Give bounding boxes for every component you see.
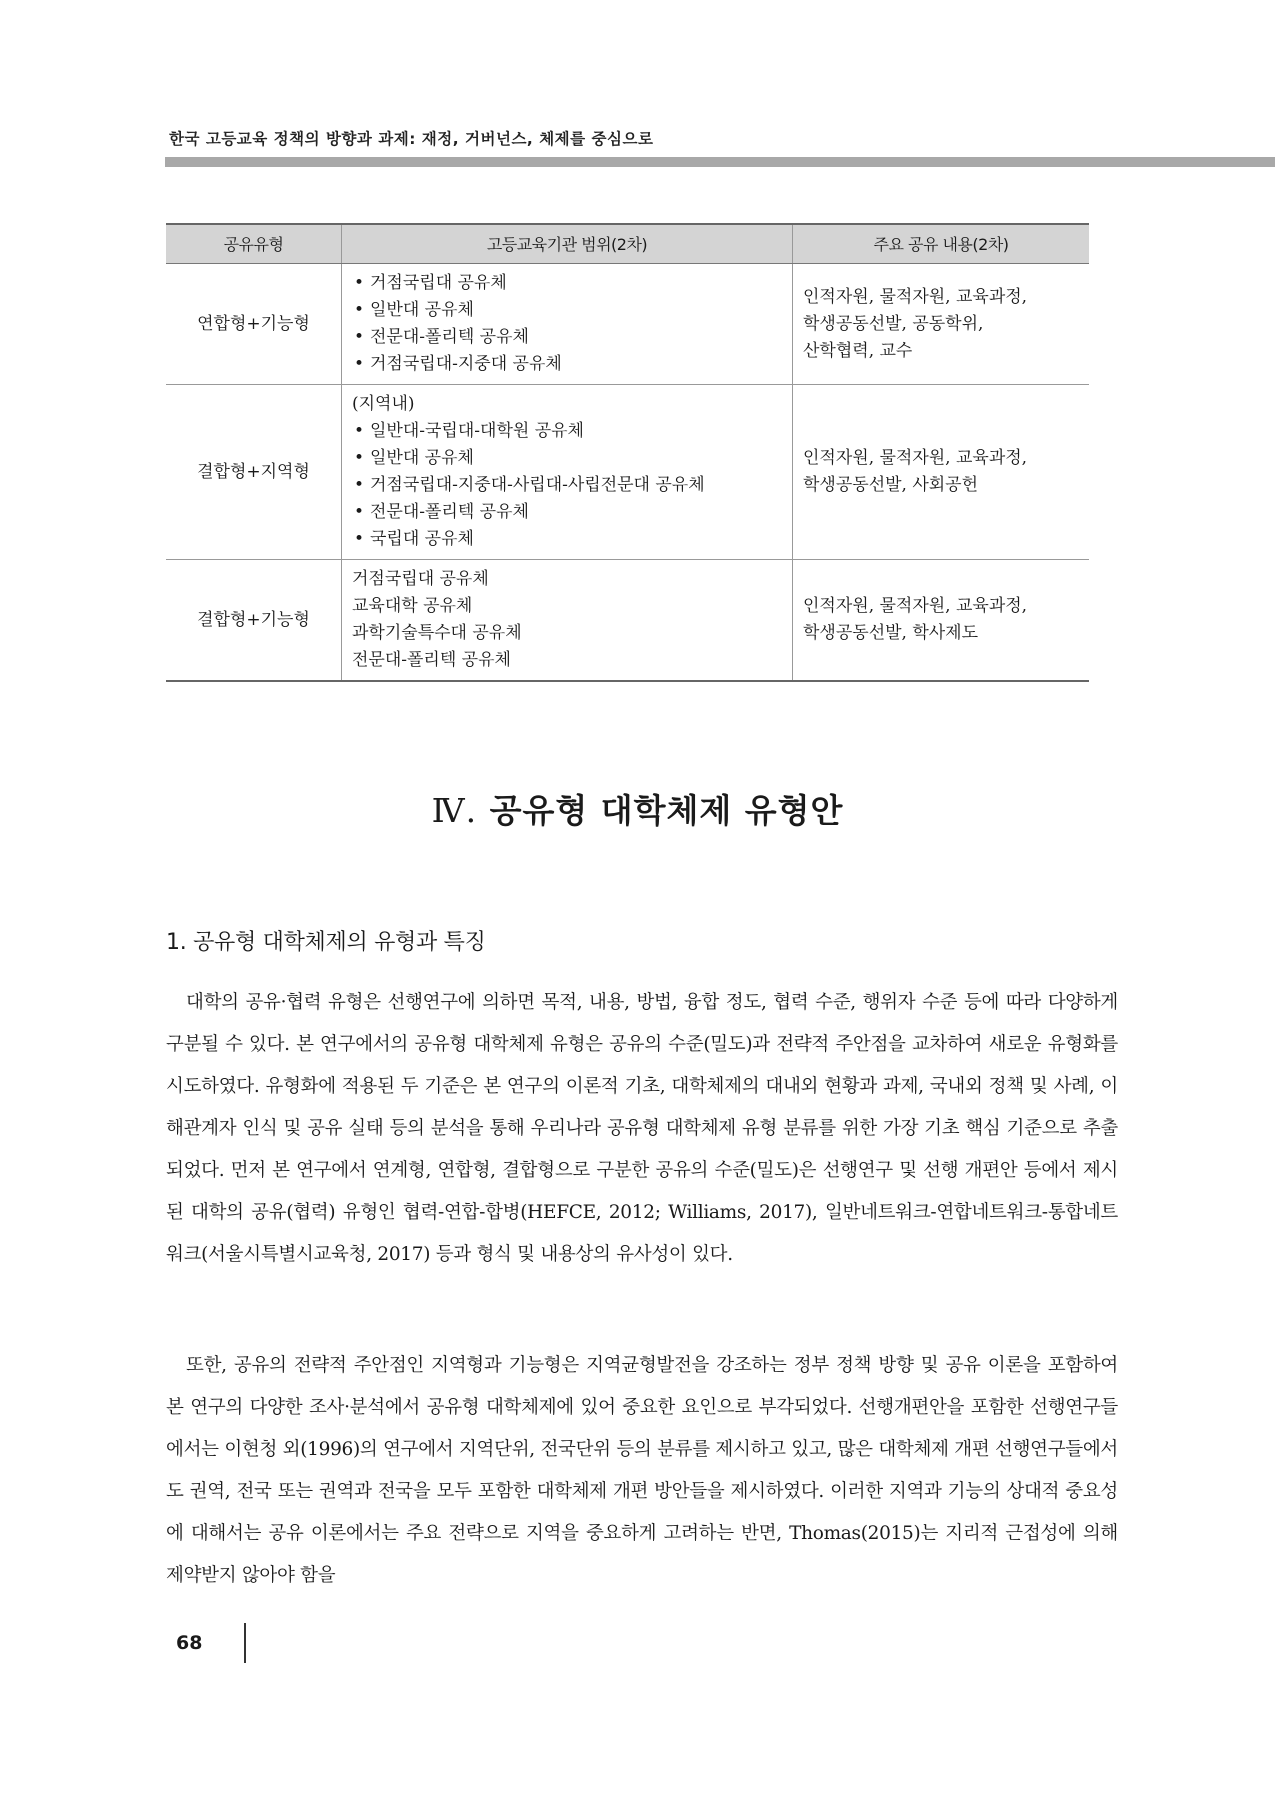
- header-rule: [165, 157, 1275, 167]
- table-header-row: [166, 224, 1089, 264]
- list-item: • 거점국립대 공유체: [352, 270, 782, 297]
- scope-list: [352, 270, 782, 378]
- table-row: [166, 560, 1089, 682]
- content-line: 인적자원, 물적자원, 교육과정,: [803, 286, 1028, 307]
- body-paragraph: 대학의 공유·협력 유형은 선행연구에 의하면 목적, 내용, 방법, 융합 정도, 협력 수준, 행위자 수준 등에 따라 다양하게 구분될 수 있다. 본 연구에서의 공유형 대학체제 유형은 공유의 수준(밀도)과 전략적 주안점을 교차하여 새로운 유형화를 시도하였다. 유형화에 적용된 두 기준은 본 연구의 이론적 기초, 대학체제의 대내외 현황과 과제, 국내외 정책 및 사례, 이해관계자 인식 및 공유 실태 등의 분석을 통해 우리나라 공유형 대학체제 유형 분류를 위한 가장 기초 핵심 기준으로 추출되었다. 먼저 본 연구에서 연계형, 연합형, 결합형으로 구분한 공유의 수준(밀도)은 선행연구 및 선행 개편안 등에서 제시된 대학의 공유(협력) 유형인 협력-연합-합병(HEFCE, 2012; Williams, 2017), 일반네트워크-연합네트워크-통합네트워크(서울시특별시교육청, 2017) 등과 형식 및 내용상의 유사성이 있다.: [166, 992, 1118, 1265]
- scope-item: 교육대학 공유체: [352, 596, 473, 616]
- column-header-type: 공유유형: [166, 224, 342, 264]
- content-line: 산학협력, 교수: [803, 340, 913, 361]
- content-line: 학생공동선발, 공동학위,: [803, 313, 984, 334]
- running-header: 한국 고등교육 정책의 방향과 과제: 재정, 거버넌스, 체제를 중심으로: [169, 130, 654, 148]
- list-item: • 일반대 공유체: [352, 297, 782, 324]
- row-content: [793, 264, 1090, 385]
- scope-item: 전문대-폴리텍 공유체: [352, 650, 511, 670]
- list-item: • 국립대 공유체: [352, 526, 782, 553]
- sharing-type-table: [166, 223, 1089, 682]
- scope-prefix: (지역내): [352, 394, 415, 414]
- subsection-title: 1. 공유형 대학체제의 유형과 특징: [166, 930, 486, 955]
- list-item: • 거점국립대-지중대 공유체: [352, 351, 782, 378]
- list-item: • 일반대-국립대-대학원 공유체: [352, 418, 782, 445]
- section-number: Ⅳ.: [431, 791, 478, 830]
- scope-list: [352, 418, 782, 553]
- row-type: 결합형+지역형: [166, 385, 342, 560]
- list-item: • 일반대 공유체: [352, 445, 782, 472]
- content-line: 인적자원, 물적자원, 교육과정,: [803, 448, 1028, 468]
- row-content: [793, 385, 1090, 560]
- section-title: [0, 785, 1275, 832]
- row-type: 결합형+기능형: [166, 560, 342, 682]
- content-line: 인적자원, 물적자원, 교육과정,: [803, 596, 1028, 616]
- row-scope: [342, 264, 793, 385]
- page-number-divider: [244, 1623, 246, 1663]
- row-scope: [342, 385, 793, 560]
- column-header-content: 주요 공유 내용(2차): [793, 224, 1090, 264]
- scope-item: 거점국립대 공유체: [352, 569, 489, 589]
- body-paragraph: 또한, 공유의 전략적 주안점인 지역형과 기능형은 지역균형발전을 강조하는 정부 정책 방향 및 공유 이론을 포함하여 본 연구의 다양한 조사·분석에서 공유형 대학체제에 있어 중요한 요인으로 부각되었다. 선행개편안을 포함한 선행연구들에서는 이현청 외(1996)의 연구에서 지역단위, 전국단위 등의 분류를 제시하고 있고, 많은 대학체제 개편 선행연구들에서도 권역, 전국 또는 권역과 전국을 모두 포함한 대학체제 개편 방안들을 제시하였다. 이러한 지역과 기능의 상대적 중요성에 대해서는 공유 이론에서는 주요 전략으로 지역을 중요하게 고려하는 반면, Thomas(2015)는 지리적 근접성에 의해 제약받지 않아야 함을: [166, 1355, 1118, 1586]
- list-item: • 전문대-폴리텍 공유체: [352, 324, 782, 351]
- content-line: 학생공동선발, 사회공헌: [803, 475, 979, 495]
- row-scope: [342, 560, 793, 682]
- list-item: • 거점국립대-지중대-사립대-사립전문대 공유체: [352, 472, 782, 499]
- table-row: [166, 264, 1089, 385]
- row-content: [793, 560, 1090, 682]
- row-type: 연합형+기능형: [166, 264, 342, 385]
- section-title-text: 공유형 대학체제 유형안: [489, 791, 844, 830]
- table-row: [166, 385, 1089, 560]
- content-line: 학생공동선발, 학사제도: [803, 623, 979, 643]
- column-header-scope: 고등교육기관 범위(2차): [342, 224, 793, 264]
- page-number: 68: [176, 1632, 203, 1654]
- list-item: • 전문대-폴리텍 공유체: [352, 499, 782, 526]
- scope-item: 과학기술특수대 공유체: [352, 623, 522, 643]
